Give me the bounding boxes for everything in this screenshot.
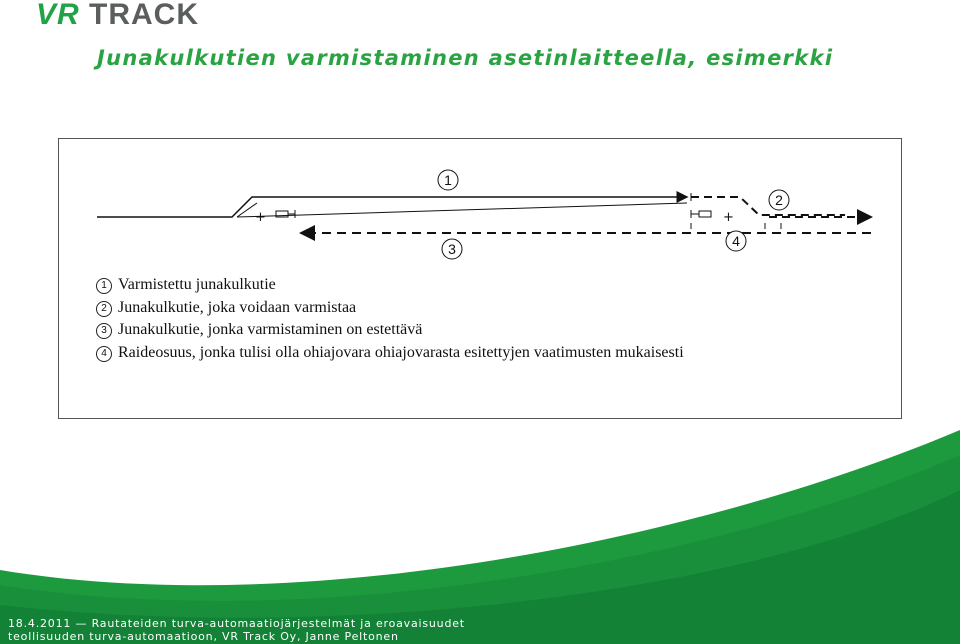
marker-1-label: 1	[444, 172, 452, 188]
slide-title: Junakulkutien varmistaminen asetinlaitteella, esimerkki	[97, 46, 834, 70]
legend-text-2: Junakulkutie, joka voidaan varmistaa	[118, 298, 357, 316]
footer-green-band	[0, 430, 960, 644]
legend-item-3	[96, 319, 684, 342]
legend-text-3: Junakulkutie, jonka varmistaminen on estettävä	[118, 321, 423, 338]
marker-3-label: 3	[448, 241, 456, 257]
logo-wordmark	[36, 0, 199, 30]
marker-2-label: 2	[775, 192, 783, 208]
legend-num-2: 2	[96, 301, 112, 317]
legend-text-4: Raideosuus, jonka tulisi olla ohiajovara ohiajovarasta esitettyjen vaatimusten mukaisesti	[118, 343, 684, 361]
marker-4-label: 4	[732, 233, 740, 249]
track-diagram-box	[58, 138, 902, 419]
legend-num-3: 3	[96, 323, 112, 339]
signal-plus-right: +	[723, 210, 734, 225]
legend-item-2	[96, 297, 684, 320]
footer-text	[8, 617, 465, 643]
logo-track: TRACK	[89, 0, 200, 31]
logo-vr: VR	[36, 0, 80, 31]
legend-item-1	[96, 274, 684, 297]
vr-track-logo	[36, 0, 276, 31]
signal-plus-left: +	[255, 210, 266, 225]
diagram-legend	[96, 274, 684, 364]
legend-text-1: Varmistettu junakulkutie	[118, 276, 276, 293]
legend-num-1: 1	[96, 278, 112, 294]
track-inner-line-2	[237, 203, 687, 217]
legend-item-4	[96, 342, 684, 365]
footer-line-2: teollisuuden turva-automaatioon, VR Track Oy, Janne Peltonen	[8, 630, 399, 643]
signal-right	[699, 211, 711, 217]
legend-num-4: 4	[96, 346, 112, 362]
route-1-track	[97, 197, 687, 217]
footer-line-1: 18.4.2011 — Rautateiden turva-automaatiojärjestelmät ja eroavaisuudet	[8, 617, 465, 630]
route-4-dashed	[691, 197, 845, 215]
